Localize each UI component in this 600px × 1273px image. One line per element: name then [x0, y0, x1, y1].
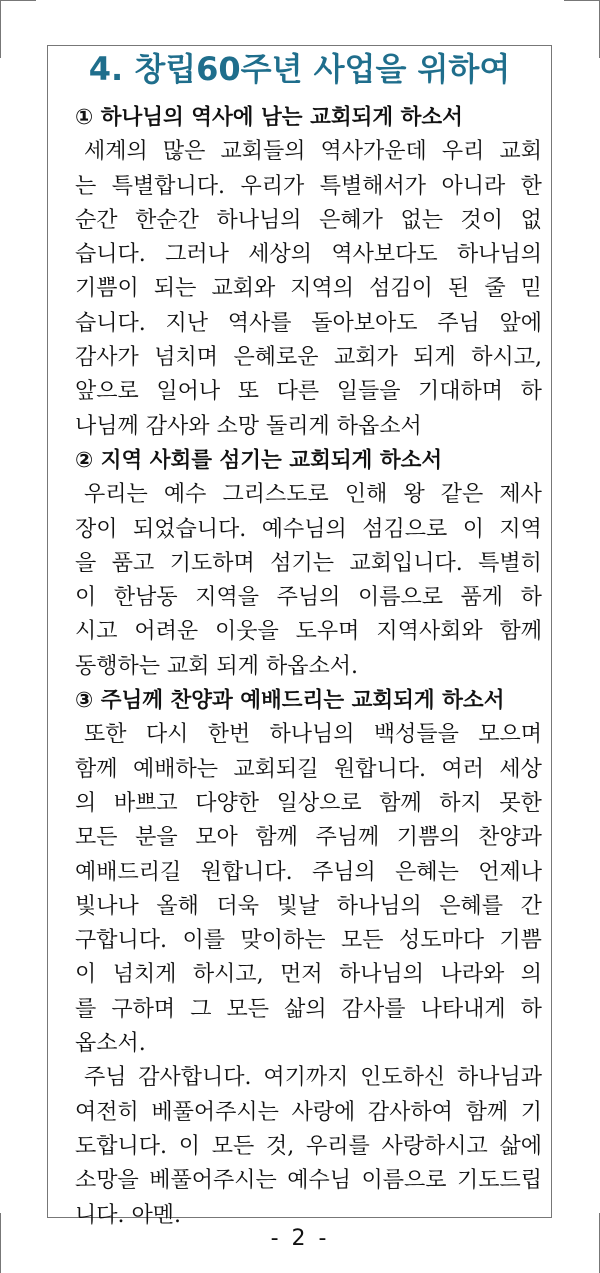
body-line: 예배드리길 원합니다. 주님의 은혜는 언제나	[75, 859, 542, 885]
body-line: 세계의 많은 교회들의 역사가운데 우리 교회	[84, 139, 542, 165]
body-line: 앞으로 일어나 또 다른 일들을 기대하며 하	[75, 379, 542, 405]
page-number: - 2 -	[270, 1226, 330, 1251]
body-line: 장이 되었습니다. 예수님의 섬김으로 이 지역	[75, 516, 542, 542]
section-heading: ③ 주님께 찬양과 예배드리는 교회되게 하소서	[75, 688, 505, 714]
body-line: 를 구하며 그 모든 삶의 감사를 나타내게 하	[75, 996, 542, 1022]
body-line: 순간 한순간 하나님의 은혜가 없는 것이 없	[75, 207, 542, 233]
body-line: 빛나나 올해 더욱 빛날 하나님의 은혜를 간	[75, 893, 542, 919]
page-title: 4. 창립60주년 사업을 위하여	[88, 50, 511, 88]
body-line: 주님 감사합니다. 여기까지 인도하신 하나님과	[84, 1065, 542, 1091]
body-line: 기쁨이 되는 교회와 지역의 섬김이 된 줄 믿	[75, 276, 542, 302]
body-line: 여전히 베풀어주시는 사랑에 감사하여 함께 기	[75, 1099, 542, 1125]
body-line: 소망을 베풀어주시는 예수님 이름으로 기도드립	[75, 1168, 542, 1194]
body-line: 나님께 감사와 소망 돌리게 하옵소서	[75, 413, 422, 439]
body-line: 감사가 넘치며 은혜로운 교회가 되게 하시고,	[75, 345, 542, 371]
body-line: 또한 다시 한번 하나님의 백성들을 모으며	[84, 722, 542, 748]
crop-mark-top-left	[0, 0, 1, 58]
body-line: 옵소서.	[75, 1031, 146, 1057]
body-line: 이 넘치게 하시고, 먼저 하나님의 나라와 의	[75, 962, 542, 988]
body-line: 니다. 아멘.	[75, 1202, 181, 1228]
body-line: 습니다. 그러나 세상의 역사보다도 하나님의	[75, 242, 542, 268]
body-line: 이 한남동 지역을 주님의 이름으로 품게 하	[75, 585, 542, 611]
body-line: 습니다. 지난 역사를 돌아보아도 주님 앞에	[75, 310, 542, 336]
body-line: 의 바쁘고 다양한 일상으로 함께 하지 못한	[75, 790, 542, 816]
section-heading: ① 하나님의 역사에 남는 교회되게 하소서	[75, 105, 463, 130]
crop-mark-top-left-h	[0, 0, 36, 1]
crop-mark-top-right-h	[564, 0, 600, 1]
body-line: 시고 어려운 이웃을 도우며 지역사회와 함께	[75, 619, 542, 645]
body-line: 함께 예배하는 교회되길 원합니다. 여러 세상	[75, 756, 542, 782]
body-line: 을 품고 기도하며 섬기는 교회입니다. 특별히	[75, 550, 542, 576]
body-line: 는 특별합니다. 우리가 특별해서가 아니라 한	[75, 173, 542, 199]
prayer-body	[75, 101, 542, 1233]
body-line: 구합니다. 이를 맞이하는 모든 성도마다 기쁨	[75, 928, 542, 954]
body-line: 우리는 예수 그리스도로 인해 왕 같은 제사	[84, 482, 542, 508]
body-line: 모든 분을 모아 함께 주님께 기쁨의 찬양과	[75, 825, 542, 851]
section-heading: ② 지역 사회를 섬기는 교회되게 하소서	[75, 447, 443, 473]
body-line: 동행하는 교회 되게 하옵소서.	[75, 653, 358, 679]
body-line: 도합니다. 이 모든 것, 우리를 사랑하시고 삶에	[75, 1133, 542, 1159]
